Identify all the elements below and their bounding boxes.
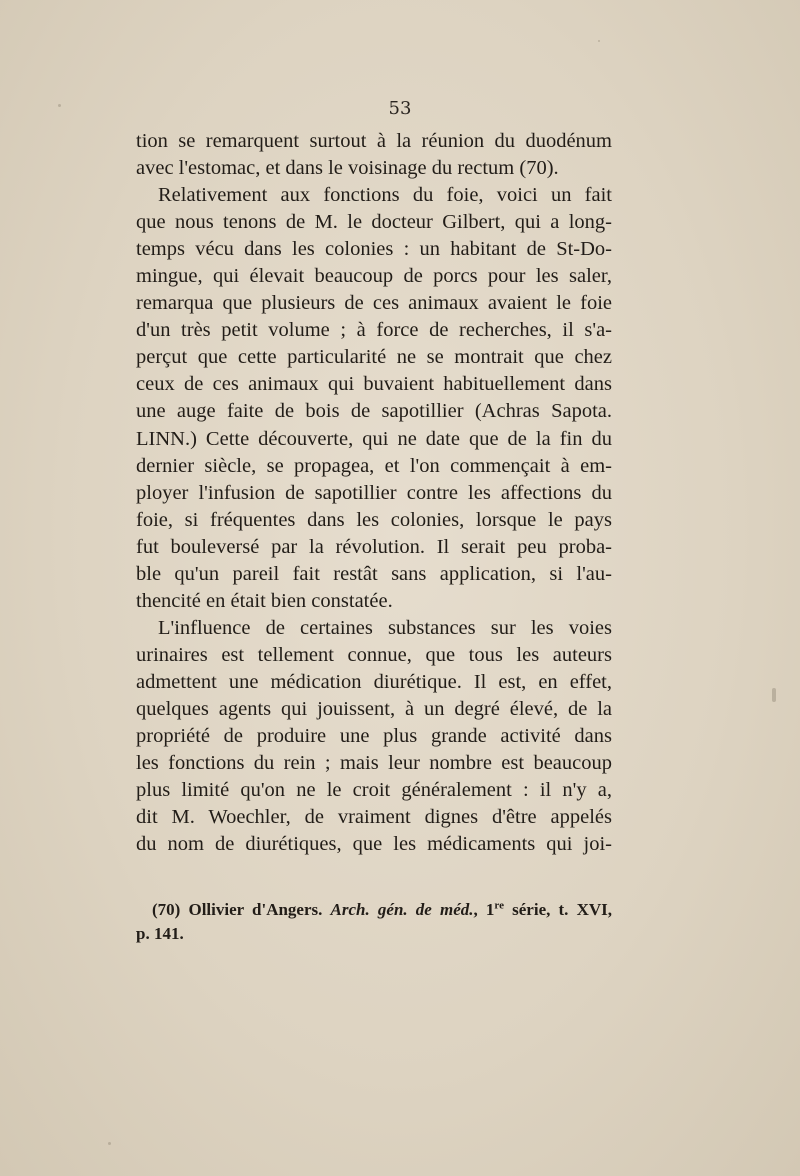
- text-line: LINN.) Cette découverte, qui ne date que de la fin du: [136, 427, 612, 450]
- text-line: du nom de diurétiques, que les médicaments qui joi-: [136, 833, 612, 856]
- paragraph-3: [136, 615, 612, 858]
- page-number: 53: [388, 98, 412, 119]
- text-line: temps vécu dans les colonies : un habitant de St-Do-: [136, 238, 612, 261]
- text-line: propriété de produire une plus grande activité dans: [136, 725, 612, 748]
- text-line: une auge faite de bois de sapotillier (Achras Sapota.: [136, 400, 612, 423]
- paper-speck: [108, 1142, 111, 1145]
- footnote-ref: (70) Ollivier d'Angers.: [152, 900, 323, 919]
- text-line: tion se remarquent surtout à la réunion du duodénum: [136, 130, 612, 152]
- text-line: perçut que cette particularité ne se montrait que chez: [136, 346, 612, 369]
- text-line: avec l'estomac, et dans le voisinage du rectum (70).: [136, 157, 559, 180]
- text-line: que nous tenons de M. le docteur Gilbert, qui a long-: [136, 211, 612, 234]
- text-line: L'influence de certaines substances sur les voies: [158, 616, 612, 639]
- text-line: mingue, qui élevait beaucoup de porcs pour les saler,: [136, 265, 612, 288]
- text-line: urinaires est tellement connue, que tous les auteurs: [136, 643, 612, 666]
- text-line: thencité en était bien constatée.: [136, 589, 393, 612]
- text-line: admettent une médication diurétique. Il est, en effet,: [136, 670, 612, 693]
- paragraph-2: [136, 182, 612, 615]
- footnote-line: [136, 898, 612, 922]
- text-line: ceux de ces animaux qui buvaient habituellement dans: [136, 373, 612, 396]
- footnote-pages: p. 141.: [136, 924, 184, 943]
- paper-speck: [598, 40, 600, 42]
- footnote-series-num: , 1: [473, 900, 495, 919]
- text-line: fut bouleversé par la révolution. Il serait peu proba-: [136, 535, 612, 558]
- text-line: remarqua que plusieurs de ces animaux avaient le foie: [136, 292, 612, 315]
- paper-speck: [772, 688, 776, 702]
- text-line: foie, si fréquentes dans les colonies, lorsque le pays: [136, 508, 612, 531]
- footnote-series-sup: re: [494, 899, 504, 912]
- text-line: Relativement aux fonctions du foie, voici un fait: [158, 184, 612, 207]
- text-line: dernier siècle, se propagea, et l'on commençait à em-: [136, 454, 612, 477]
- footnote-journal: Arch. gén. de méd.: [330, 900, 474, 919]
- text-line: d'un très petit volume ; à force de recherches, il s'a-: [136, 319, 612, 342]
- paragraph-1: [136, 128, 612, 182]
- text-line: ployer l'infusion de sapotillier contre les affections du: [136, 481, 612, 504]
- text-line: les fonctions du rein ; mais leur nombre est beaucoup: [136, 752, 612, 775]
- text-line: quelques agents qui jouissent, à un degré élevé, de la: [136, 697, 612, 720]
- footnote: [136, 898, 612, 946]
- text-line: plus limité qu'on ne le croit généralement : il n'y a,: [136, 779, 612, 802]
- footnote-series-rest: série, t. XVI,: [504, 900, 613, 919]
- text-line: dit M. Woechler, de vraiment dignes d'être appelés: [136, 806, 612, 829]
- text-line: ble qu'un pareil fait restât sans application, si l'au-: [136, 562, 612, 585]
- body-text: [136, 128, 612, 858]
